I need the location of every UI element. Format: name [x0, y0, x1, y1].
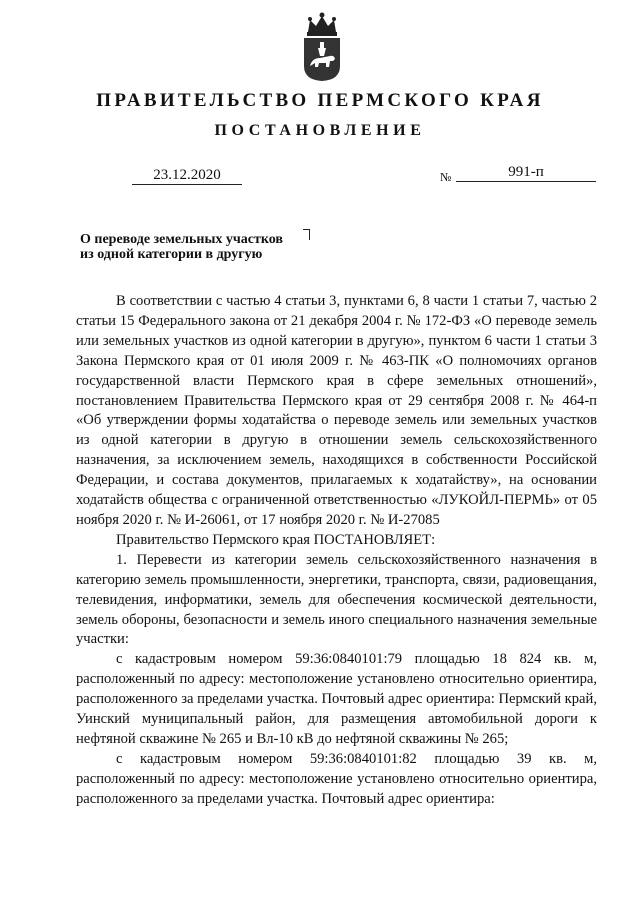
document-type: ПОСТАНОВЛЕНИЕ — [214, 122, 426, 139]
paragraph-item-1: 1. Перевести из категории земель сельскохозяйственного назначения в категорию земель промышленности, энергетики, транспорта, связи, радиовещания, телевидения, информатики, земель для обеспечения космической деятельности, земель обороны, безопасности и земель иного специального назначения земельные участки: — [76, 551, 597, 648]
subject-line-1: О переводе земельных участков — [80, 232, 283, 247]
subject-corner-mark — [303, 229, 310, 240]
date-underline — [132, 184, 242, 185]
document-date: 23.12.2020 — [153, 167, 221, 183]
paragraph-resolution: Правительство Пермского края ПОСТАНОВЛЯЕТ: — [116, 531, 436, 548]
perm-krai-coat-of-arms-icon — [300, 10, 344, 82]
paragraph-parcel-82: с кадастровым номером 59:36:0840101:82 площадью 39 кв. м, расположенный по адресу: местоположение установлено относительно ориентира, расположенного за пределами участка. Почтовый адрес ориентира: — [76, 750, 597, 807]
number-underline — [456, 181, 596, 182]
paragraph-preamble: В соответствии с частью 4 статьи 3, пунктами 6, 8 части 1 статьи 7, частью 2 статьи 15 Федерального закона от 21 декабря 2004 г. № 172-ФЗ «О переводе земель или земельных участков из одной категории в другую», пунктом 6 части 1 статьи 3 Закона Пермского края от 01 июля 2009 г. № 463-ПК «О полномочиях органов государственной власти Пермского края в сфере земельных отношений», постановлением Правительства Пермского края от 29 сентября 2008 г. № 464-п «Об утверждении формы ходатайства о переводе земель или земельных участков из одной категории в другую в отношении земель сельскохозяйственного назначения, за исключением земель, находящихся в собственности Российской Федерации, и состава документов, прилагаемых к ходатайству», на основании ходатайств общества с ограниченной ответственностью «ЛУКОЙЛ-ПЕРМЬ» от 05 ноября 2020 г. № И-26061, от 17 ноября 2020 г. № И-27085 — [76, 293, 597, 528]
paragraph-parcel-79: с кадастровым номером 59:36:0840101:79 площадью 18 824 кв. м, расположенный по адресу: местоположение установлено относительно ориентира, расположенного за пределами участка. Почтовый адрес ориентира: Пермский край, Уинский муниципальный район, для размещения автомобильной дороги к нефтяной скважине № 265 и Вл-10 кВ до нефтяной скважины № 265; — [76, 651, 597, 747]
number-sign: № — [440, 170, 452, 184]
government-title: ПРАВИТЕЛЬСТВО ПЕРМСКОГО КРАЯ — [96, 90, 544, 111]
document-body — [76, 292, 597, 810]
document-number: 991-п — [508, 164, 544, 180]
document-subject — [80, 232, 283, 262]
subject-line-2: из одной категории в другую — [80, 247, 263, 262]
